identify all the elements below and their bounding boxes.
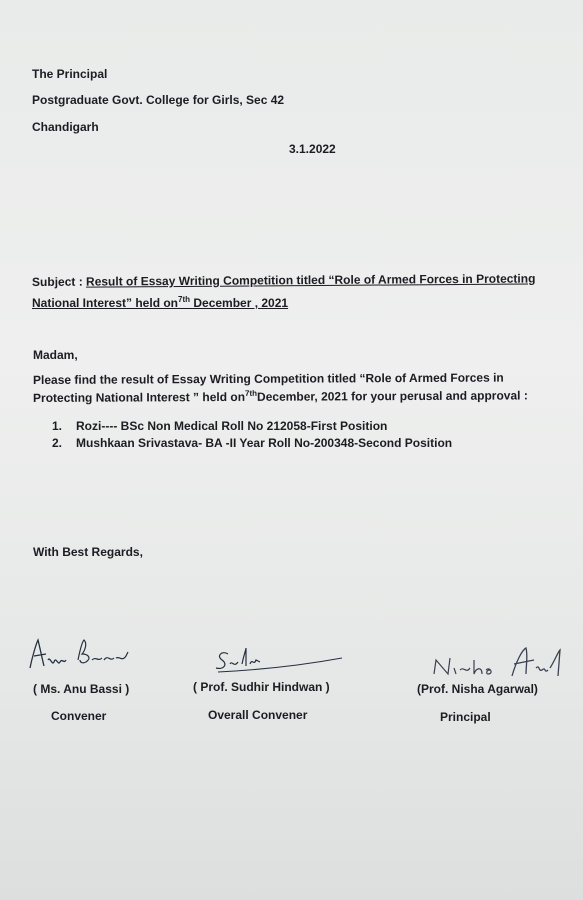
letter-date: 3.1.2022 (289, 142, 336, 156)
signatory-3-name: (Prof. Nisha Agarwal) (417, 682, 538, 696)
recipient-line: The Principal (32, 67, 108, 81)
signatory-3-role: Principal (440, 710, 491, 724)
result-item-2 (52, 436, 452, 450)
subject-prefix: Subject : (31, 274, 87, 289)
subject-text-2b: December , 2021 (190, 296, 289, 310)
signature-anu-bassi (22, 630, 142, 680)
body-line-2 (33, 387, 528, 405)
result-item-1 (52, 419, 387, 433)
signature-sudhir-hindwan (208, 642, 348, 677)
subject-line-2 (32, 295, 288, 310)
body-line-1: Please find the result of Essay Writing Competition titled “Role of Armed Forces in (32, 370, 504, 387)
salutation: Madam, (33, 348, 78, 362)
city-line: Chandigarh (32, 120, 99, 134)
closing: With Best Regards, (33, 545, 143, 559)
result-text: Rozi---- BSc Non Medical Roll No 212058-First Position (76, 419, 388, 433)
subject-sup: 7th (178, 295, 191, 304)
body-text-2b: December, 2021 for your perusal and approval : (256, 388, 528, 404)
signatory-2-role: Overall Convener (208, 708, 308, 722)
result-num: 2. (52, 436, 63, 450)
body-sup: 7th (244, 388, 258, 398)
subject-text-2a: National Interest” held on (32, 296, 179, 310)
result-num: 1. (52, 419, 63, 433)
result-text: Mushkaan Srivastava- BA -II Year Roll No-200348-Second Position (76, 436, 453, 450)
subject-text-1: Result of Essay Writing Competition titled “Role of Armed Forces in Protecting (85, 271, 536, 289)
subject-line-1 (32, 271, 535, 289)
institution-line: Postgraduate Govt. College for Girls, Sec 42 (32, 93, 285, 107)
body-text-2a: Protecting National Interest ” held on (32, 389, 246, 405)
signatory-1-role: Convener (51, 709, 107, 723)
signatory-1-name: ( Ms. Anu Bassi ) (33, 682, 130, 696)
signatory-2-name: ( Prof. Sudhir Hindwan ) (193, 680, 330, 694)
